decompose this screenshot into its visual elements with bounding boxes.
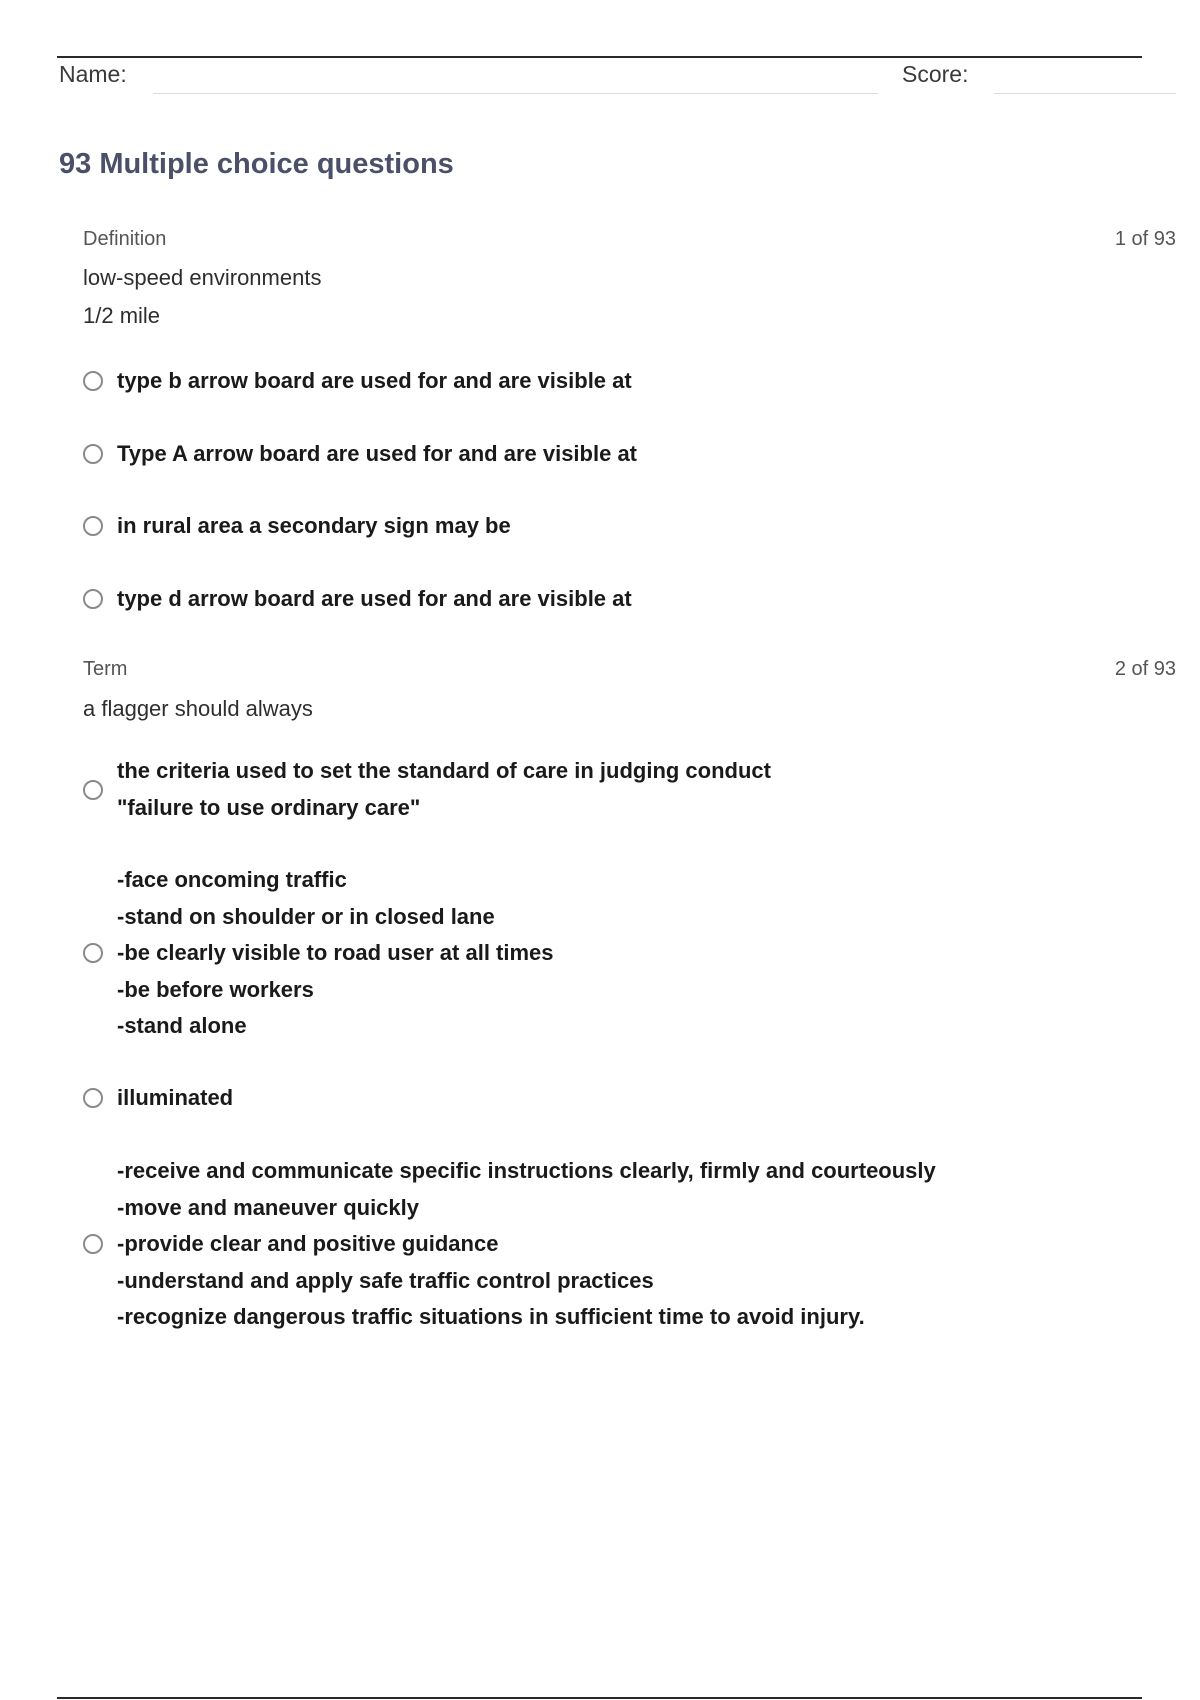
question-2-option-1[interactable]	[83, 753, 1083, 826]
bottom-rule	[57, 1697, 1142, 1699]
question-2-option-2[interactable]	[83, 862, 1083, 1045]
name-field[interactable]	[153, 93, 878, 94]
score-label: Score:	[902, 61, 969, 87]
option-text: Type A arrow board are used for and are visible at	[117, 441, 638, 466]
option-text: -face oncoming traffic -stand on shoulder or in closed lane -be clearly visible to road user at all times -be before workers -stand alone	[117, 867, 554, 1038]
section-title: 93 Multiple choice questions	[59, 148, 454, 180]
question-1-option-3[interactable]	[83, 508, 1083, 545]
name-label: Name:	[59, 61, 127, 87]
question-1-option-2[interactable]	[83, 436, 1083, 473]
option-text: the criteria used to set the standard of care in judging conduct "failure to use ordinary care"	[117, 758, 771, 820]
radio-button[interactable]	[83, 516, 103, 536]
top-rule	[57, 56, 1142, 58]
question-1-count: 1 of 93	[1114, 228, 1176, 250]
radio-button[interactable]	[83, 943, 103, 963]
radio-button[interactable]	[83, 1234, 103, 1254]
question-2-option-4[interactable]	[83, 1153, 1083, 1336]
question-1-kind: Definition	[83, 228, 167, 250]
question-2-prompt-line-1: a flagger should always	[83, 696, 313, 721]
radio-button[interactable]	[83, 1088, 103, 1108]
option-text: type d arrow board are used for and are visible at	[117, 586, 632, 611]
question-1-prompt-line-1: low-speed environments	[83, 265, 322, 290]
question-2-option-3[interactable]	[83, 1080, 1083, 1117]
option-text: -receive and communicate specific instructions clearly, firmly and courteously -move and maneuver quickly -provide clear and positive guidance -understand and apply safe traffic control practices -recognize dangerous traffic situations in sufficient time to avoid injury.	[117, 1158, 936, 1329]
option-text: type b arrow board are used for and are visible at	[117, 368, 632, 393]
score-field[interactable]	[994, 93, 1176, 94]
question-2-kind: Term	[83, 658, 128, 680]
question-2-count: 2 of 93	[1114, 658, 1176, 680]
question-1-option-1[interactable]	[83, 363, 1083, 400]
option-text: illuminated	[117, 1085, 234, 1110]
option-text: in rural area a secondary sign may be	[117, 513, 511, 538]
question-1-prompt-line-2: 1/2 mile	[83, 303, 161, 328]
question-1-option-4[interactable]	[83, 581, 1083, 618]
radio-button[interactable]	[83, 371, 103, 391]
radio-button[interactable]	[83, 589, 103, 609]
radio-button[interactable]	[83, 780, 103, 800]
radio-button[interactable]	[83, 444, 103, 464]
